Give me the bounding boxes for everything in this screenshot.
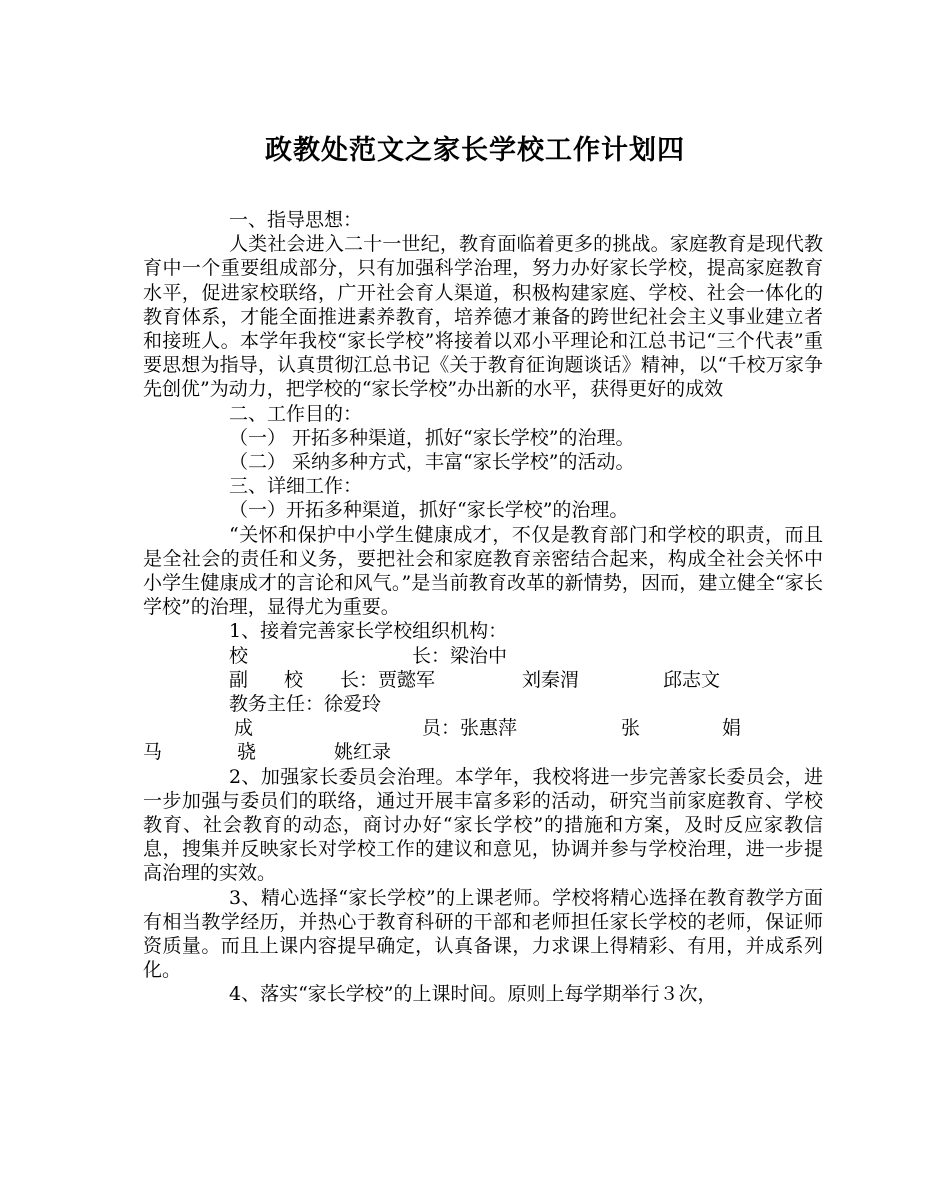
staff-row-dean [143,692,823,716]
item-2-parent-committee: 2、加强家长委员会治理。本学年，我校将进一步完善家长委员会，进一步加强与委员们的联络，通过开展丰富多彩的活动，研究当前家庭教育、学校教育、社会教育的动态，商讨办好“家长学校”的措施和方案，及时反应家教信息，搜集并反映家长对学校工作的建议和意见，协调并参与学校治理，进一步提高治理的实效。 [143,765,823,885]
item-4-class-schedule: 4、落实“家长学校”的上课时间。原则上每学期举行３次， [229,983,717,1006]
staff-row-members [143,716,823,740]
staff-vice-char-1: 副 [229,668,249,691]
staff-row-vice-principal [143,668,823,692]
staff-member-yao: 姚红录 [334,741,392,764]
staff-member-name-1: 员：张惠萍 [422,717,518,740]
paragraph-quote: “关怀和保护中小学生健康成才，不仅是教育部门和学校的职责，而且是全社会的责任和义务，要把社会和家庭教育亲密结合起来，构成全社会关怀中小学生健康成才的言论和风气。”是当前教育改革的新情势，因而，建立健全“家长学校”的治理，显得尤为重要。 [143,523,823,619]
staff-vice-char-2: 校 [284,668,304,691]
staff-vice-name-1: 长：贾懿军 [340,668,436,691]
goal-item-2: （二） 采纳多种方式，丰富“家长学校”的活动。 [229,451,635,474]
staff-principal-name: 长：梁治中 [412,644,508,667]
goal-item-1: （一） 开拓多种渠道，抓好“家长学校”的治理。 [229,426,635,449]
staff-members-char-1: 成 [234,717,254,740]
staff-row-principal [143,644,823,668]
section-heading-detailed-work: 三、详细工作： [229,475,363,498]
staff-member-ma: 马 [143,741,163,764]
section-heading-guiding-thought: 一、指导思想： [229,209,363,231]
staff-vice-name-3: 邱志文 [663,668,721,691]
section-heading-work-goals: 二、工作目的： [229,402,363,425]
paragraph-guiding-thought: 人类社会进入二十一世纪，教育面临着更多的挑战。家庭教育是现代教育中一个重要组成部分，只有加强科学治理，努力办好家长学校，提高家庭教育水平，促进家校联络，广开社会育人渠道，积极构建家庭、学校、社会一体化的教育体系，才能全面推进素养教育，培养德才兼备的跨世纪社会主义事业建立者和接班人。本学年我校“家长学校”将接着以邓小平理论和江总书记“三个代表”重要思想为指导，认真贯彻江总书记《关于教育征询题谈话》精神，以“千校万家争先创优”为动力，把学校的“家长学校”办出新的水平，获得更好的成效 [143,233,823,401]
staff-vice-name-2: 刘秦渭 [522,668,580,691]
staff-dean: 教务主任：徐爱玲 [229,693,382,716]
document-body [143,208,823,1007]
staff-member-zhang: 张 [621,717,641,740]
staff-member-xiao: 骁 [237,741,257,764]
staff-member-juan: 娟 [722,717,742,740]
staff-row-members-continued [143,740,823,764]
staff-principal-char-1: 校 [229,644,249,667]
item-1-organization: 1、接着完善家长学校组织机构： [229,620,508,643]
item-3-teacher-selection: 3、精心选择“家长学校”的上课老师。学校将精心选择在教育教学方面有相当教学经历，并热心于教育科研的干部和老师担任家长学校的老师，保证师资质量。而且上课内容提早确定，认真备课，力求课上得精彩、有用，并成系列化。 [143,886,823,982]
document-title: 政教处范文之家长学校工作计划四 [265,135,685,166]
subsection-heading-1: （一）开拓多种渠道，抓好“家长学校”的治理。 [229,499,629,522]
